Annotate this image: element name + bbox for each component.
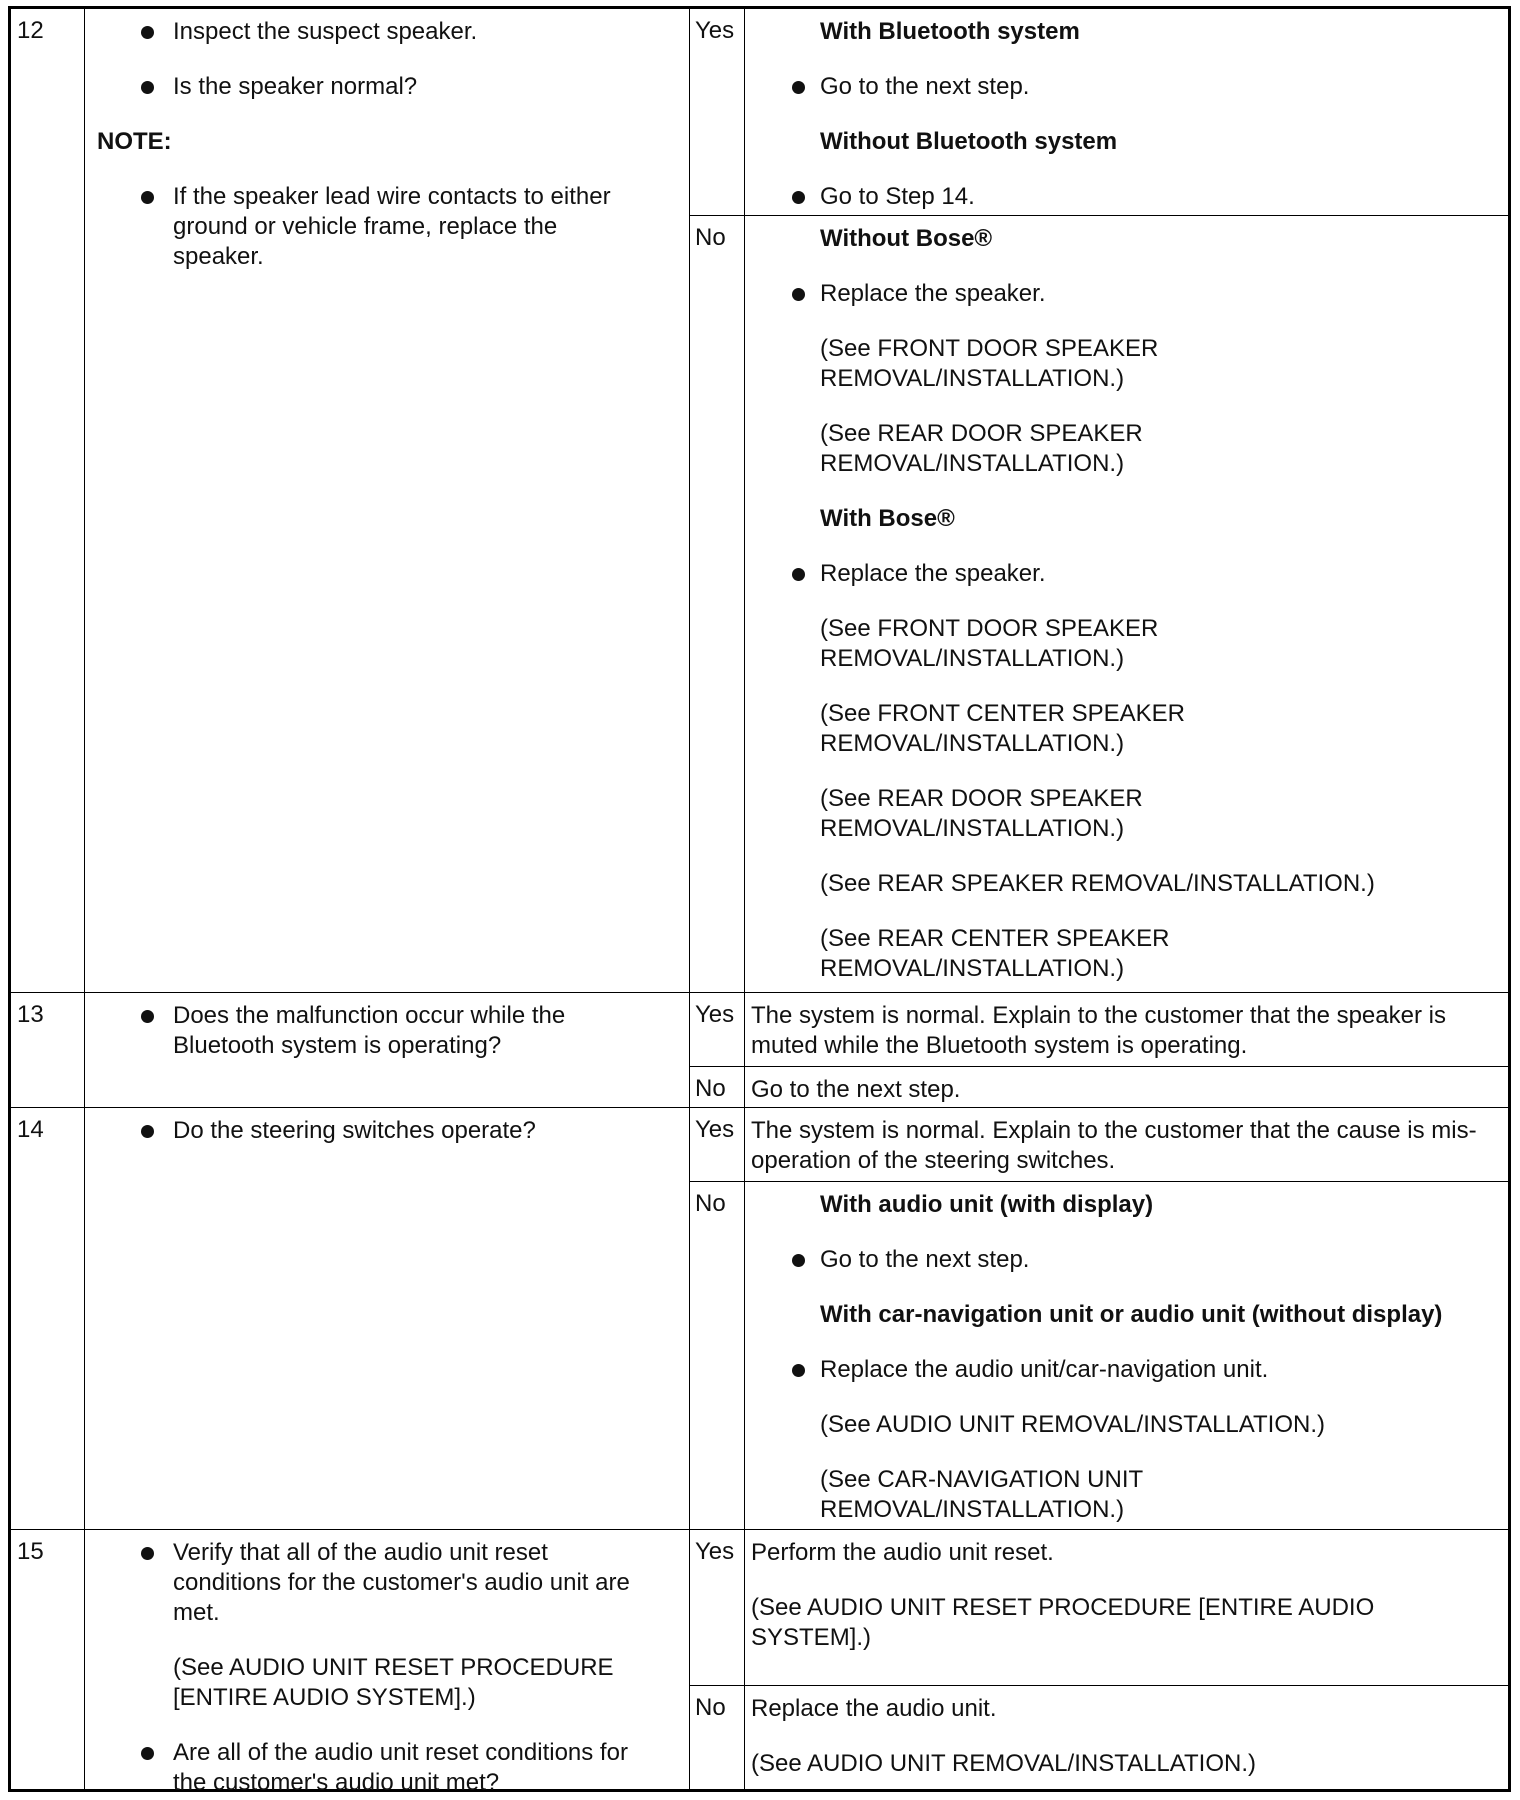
reference-link[interactable]: (See REAR DOOR SPEAKER REMOVAL/INSTALLATION.) <box>820 785 1143 842</box>
action-cell <box>85 1108 690 1529</box>
action-cell <box>85 993 690 1107</box>
reference-link[interactable]: (See AUDIO UNIT RESET PROCEDURE [ENTIRE AUDIO SYSTEM].) <box>751 1594 1375 1651</box>
no-label: No <box>690 1686 745 1789</box>
result-text: Perform the audio unit reset. <box>751 1539 1054 1566</box>
yes-label: Yes <box>690 9 745 215</box>
result-text: The system is normal. Explain to the customer that the speaker is muted while the Bluetooth system is operating. <box>751 1002 1446 1059</box>
reference-link[interactable]: (See FRONT DOOR SPEAKER REMOVAL/INSTALLATION.) <box>820 335 1159 392</box>
reference-link[interactable]: (See REAR SPEAKER REMOVAL/INSTALLATION.) <box>820 870 1375 897</box>
result-bullet: Replace the speaker. <box>751 559 1502 589</box>
result-bullet: Replace the audio unit/car-navigation unit. <box>751 1355 1502 1385</box>
yes-branch <box>690 993 1508 1066</box>
no-text <box>745 1182 1508 1529</box>
action-cell <box>85 1530 690 1796</box>
reference-link[interactable]: (See REAR CENTER SPEAKER REMOVAL/INSTALLATION.) <box>820 925 1170 982</box>
step-number: 13 <box>11 993 85 1107</box>
note-label: NOTE: <box>97 128 172 155</box>
no-label: No <box>690 1182 745 1529</box>
action-bullet: Verify that all of the audio unit reset conditions for the customer's audio unit are met. <box>91 1538 683 1628</box>
step-number: 15 <box>11 1530 85 1789</box>
result-text: Go to the next step. <box>751 1076 961 1103</box>
yes-label: Yes <box>690 1530 745 1685</box>
condition-heading: Without Bluetooth system <box>820 128 1118 155</box>
no-branch <box>690 215 1508 992</box>
yes-label: Yes <box>690 993 745 1066</box>
table-row-step-14 <box>11 1107 1508 1529</box>
reference-link[interactable]: (See AUDIO UNIT RESET PROCEDURE [ENTIRE AUDIO SYSTEM].) <box>173 1654 614 1711</box>
action-cell <box>85 9 690 992</box>
note-bullet: If the speaker lead wire contacts to either ground or vehicle frame, replace the speaker. <box>91 182 683 272</box>
no-label: No <box>690 1067 745 1107</box>
yes-text <box>745 1530 1508 1685</box>
result-bullet: Replace the speaker. <box>751 279 1502 309</box>
no-branch <box>690 1685 1508 1789</box>
step-number: 14 <box>11 1108 85 1529</box>
result-text: The system is normal. Explain to the customer that the cause is mis-operation of the steering switches. <box>751 1117 1477 1174</box>
result-text: Replace the audio unit. <box>751 1695 997 1722</box>
result-bullet: Go to the next step. <box>751 1245 1502 1275</box>
yes-branch <box>690 1108 1508 1181</box>
result-cell <box>690 9 1508 992</box>
no-branch <box>690 1181 1508 1529</box>
table-row-step-12 <box>11 9 1508 992</box>
no-branch <box>690 1066 1508 1107</box>
table-row-step-13 <box>11 992 1508 1107</box>
reference-link[interactable]: (See AUDIO UNIT REMOVAL/INSTALLATION.) <box>820 1411 1325 1438</box>
table-row-step-15 <box>11 1529 1508 1796</box>
result-bullet: Go to the next step. <box>751 72 1502 102</box>
reference-link[interactable]: (See AUDIO UNIT REMOVAL/INSTALLATION.) <box>751 1750 1256 1777</box>
no-label: No <box>690 216 745 992</box>
yes-text <box>745 9 1508 215</box>
yes-branch <box>690 1530 1508 1685</box>
action-bullet: Are all of the audio unit reset conditions for the customer's audio unit met? <box>91 1738 683 1798</box>
no-text <box>745 1686 1508 1789</box>
condition-heading: With Bluetooth system <box>820 18 1080 45</box>
no-text <box>745 216 1508 992</box>
condition-heading: With car-navigation unit or audio unit (without display) <box>820 1301 1443 1328</box>
condition-heading: Without Bose® <box>820 225 993 252</box>
action-bullet: Does the malfunction occur while the Bluetooth system is operating? <box>91 1001 683 1061</box>
yes-branch <box>690 9 1508 215</box>
troubleshooting-table <box>8 6 1511 1796</box>
action-bullet: Is the speaker normal? <box>91 72 683 102</box>
action-bullet: Inspect the suspect speaker. <box>91 17 683 47</box>
yes-label: Yes <box>690 1108 745 1181</box>
yes-text <box>745 993 1508 1066</box>
reference-link[interactable]: (See FRONT DOOR SPEAKER REMOVAL/INSTALLATION.) <box>820 615 1159 672</box>
condition-heading: With audio unit (with display) <box>820 1191 1154 1218</box>
reference-link[interactable]: (See FRONT CENTER SPEAKER REMOVAL/INSTALLATION.) <box>820 700 1185 757</box>
action-bullet: Do the steering switches operate? <box>91 1116 683 1146</box>
result-cell <box>690 993 1508 1107</box>
no-text <box>745 1067 1508 1107</box>
condition-heading: With Bose® <box>820 505 955 532</box>
reference-link[interactable]: (See REAR DOOR SPEAKER REMOVAL/INSTALLATION.) <box>820 420 1143 477</box>
step-number: 12 <box>11 9 85 992</box>
result-bullet: Go to Step 14. <box>751 182 1502 212</box>
result-cell <box>690 1530 1508 1789</box>
result-cell <box>690 1108 1508 1529</box>
yes-text <box>745 1108 1508 1181</box>
reference-link[interactable]: (See CAR-NAVIGATION UNIT REMOVAL/INSTALLATION.) <box>820 1466 1143 1523</box>
